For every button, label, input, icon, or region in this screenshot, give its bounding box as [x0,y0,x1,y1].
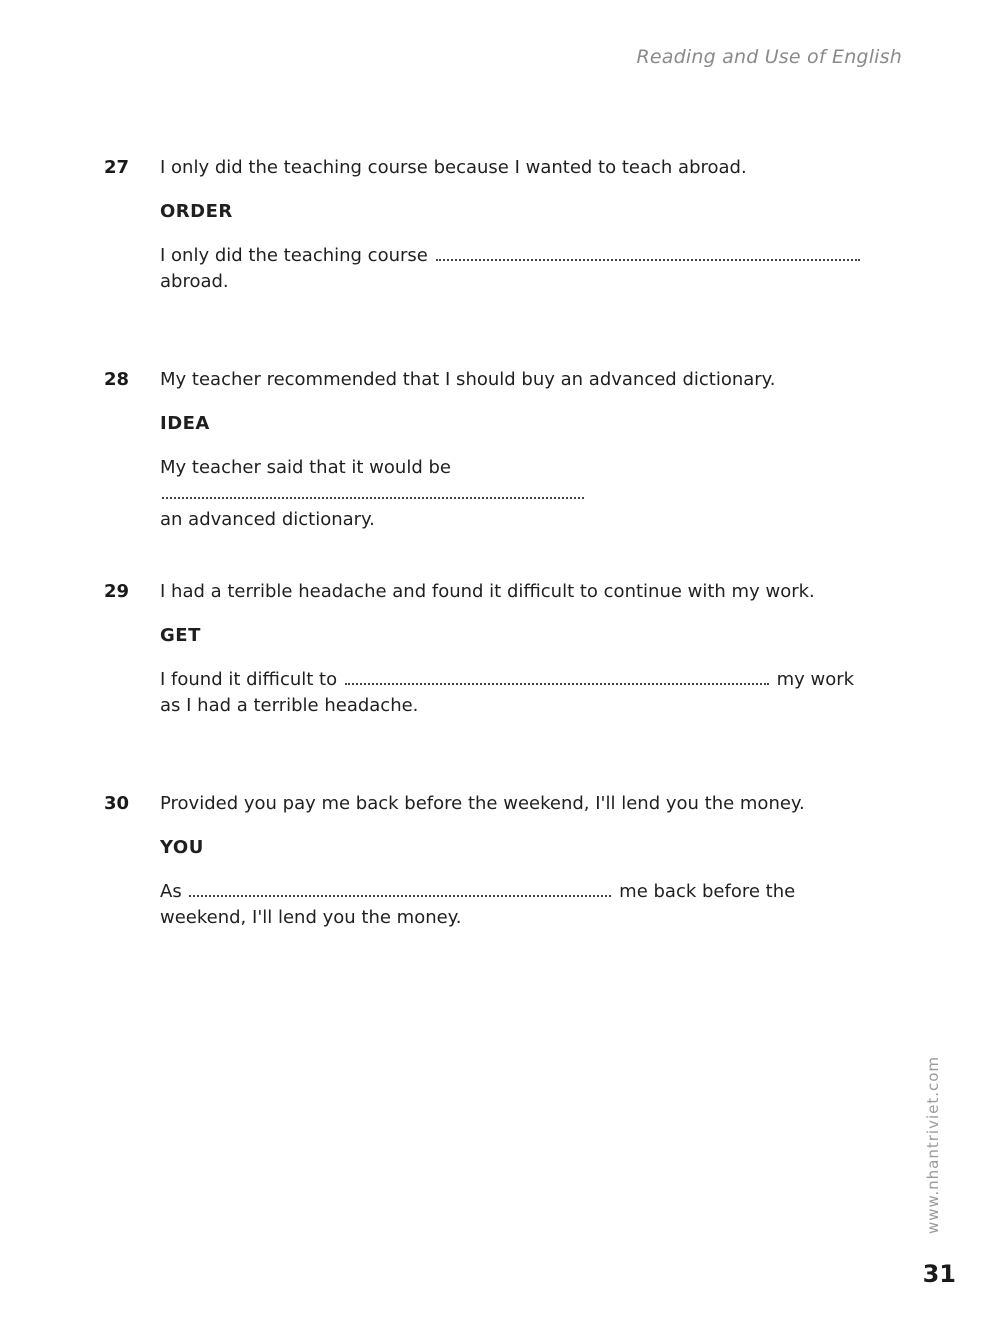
key-word: GET [160,625,201,646]
question-number: 30 [104,793,130,814]
answer-line-2: weekend, I'll lend you the money. [160,907,462,928]
publisher-watermark [918,1050,948,1240]
original-sentence: I had a terrible headache and found it difficult to continue with my work. [160,581,815,602]
answer-sentence [160,667,880,719]
original-sentence: Provided you pay me back before the weekend, I'll lend you the money. [160,793,805,814]
question-body [160,793,880,931]
watermark-text: www.nhantriviet.com [924,1055,942,1235]
answer-gap[interactable] [436,245,860,261]
answer-line-2: abroad. [160,271,229,292]
answer-gap[interactable] [189,881,611,897]
key-word: YOU [160,837,204,858]
answer-gap[interactable] [345,669,769,685]
answer-sentence [160,243,880,295]
key-word: ORDER [160,201,233,222]
answer-after-gap: me back before the [619,881,796,902]
answer-before-gap: I found it difficult to [160,669,338,690]
answer-line-2: as I had a terrible headache. [160,695,419,716]
key-word: IDEA [160,413,210,434]
question-number: 28 [104,369,130,390]
answer-gap[interactable] [162,483,584,499]
question-body [160,581,880,719]
running-header: Reading and Use of English [636,46,902,68]
answer-before-gap: I only did the teaching course [160,245,428,266]
original-sentence: My teacher recommended that I should buy an advanced dictionary. [160,369,776,390]
question-number: 29 [104,581,130,602]
answer-sentence [160,879,880,931]
answer-after-gap: my work [776,669,855,690]
question-body [160,157,880,295]
answer-line-2: an advanced dictionary. [160,509,375,530]
answer-sentence [160,455,880,533]
question-number: 27 [104,157,130,178]
answer-before-gap: My teacher said that it would be [160,457,451,478]
original-sentence: I only did the teaching course because I wanted to teach abroad. [160,157,747,178]
question-body [160,369,880,533]
answer-before-gap: As [160,881,182,902]
page-number: 31 [922,1260,956,1288]
